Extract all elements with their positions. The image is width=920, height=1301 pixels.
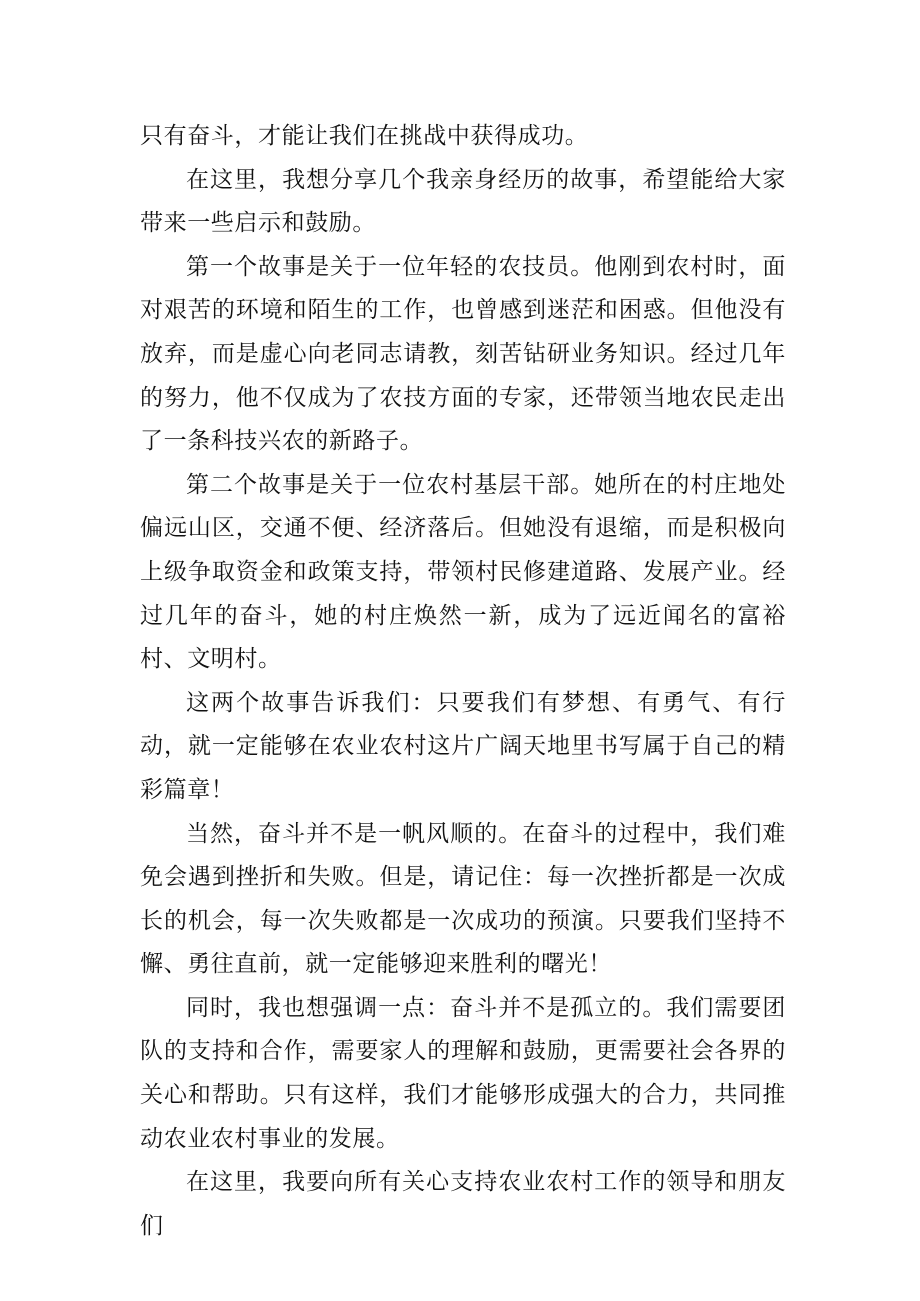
paragraph-1: 只有奋斗，才能让我们在挑战中获得成功。	[140, 123, 589, 149]
paragraph-4: 第二个故事是关于一位农村基层干部。她所在的村庄地处偏远山区，交通不便、经济落后。但她没有退缩，而是积极向上级争取资金和政策支持，带领村民修建道路、发展产业。经过几年的奋斗，她的村庄焕然一新，成为了远近闻名的富裕村、文明村。	[140, 471, 786, 673]
paragraph-3: 第一个故事是关于一位年轻的农技员。他刚到农村时，面对艰苦的环境和陌生的工作，也曾感到迷茫和困惑。但他没有放弃，而是虚心向老同志请教，刻苦钻研业务知识。经过几年的努力，他不仅成为了农技方面的专家，还带领当地农民走出了一条科技兴农的新路子。	[140, 253, 786, 455]
paragraph-6: 当然，奋斗并不是一帆风顺的。在奋斗的过程中，我们难免会遇到挫折和失败。但是，请记住：每一次挫折都是一次成长的机会，每一次失败都是一次成功的预演。只要我们坚持不懈、勇往直前，就一定能够迎来胜利的曙光！	[140, 820, 786, 978]
paragraph-8: 在这里，我要向所有关心支持农业农村工作的领导和朋友们	[140, 1169, 786, 1239]
paragraph-2: 在这里，我想分享几个我亲身经历的故事，希望能给大家带来一些启示和鼓励。	[140, 166, 786, 237]
paragraph-5: 这两个故事告诉我们：只要我们有梦想、有勇气、有行动，就一定能够在农业农村这片广阔天地里书写属于自己的精彩篇章！	[140, 689, 786, 803]
document-body	[140, 115, 786, 1248]
paragraph-7: 同时，我也想强调一点：奋斗并不是孤立的。我们需要团队的支持和合作，需要家人的理解和鼓励，更需要社会各界的关心和帮助。只有这样，我们才能够形成强大的合力，共同推动农业农村事业的发展。	[140, 994, 786, 1152]
